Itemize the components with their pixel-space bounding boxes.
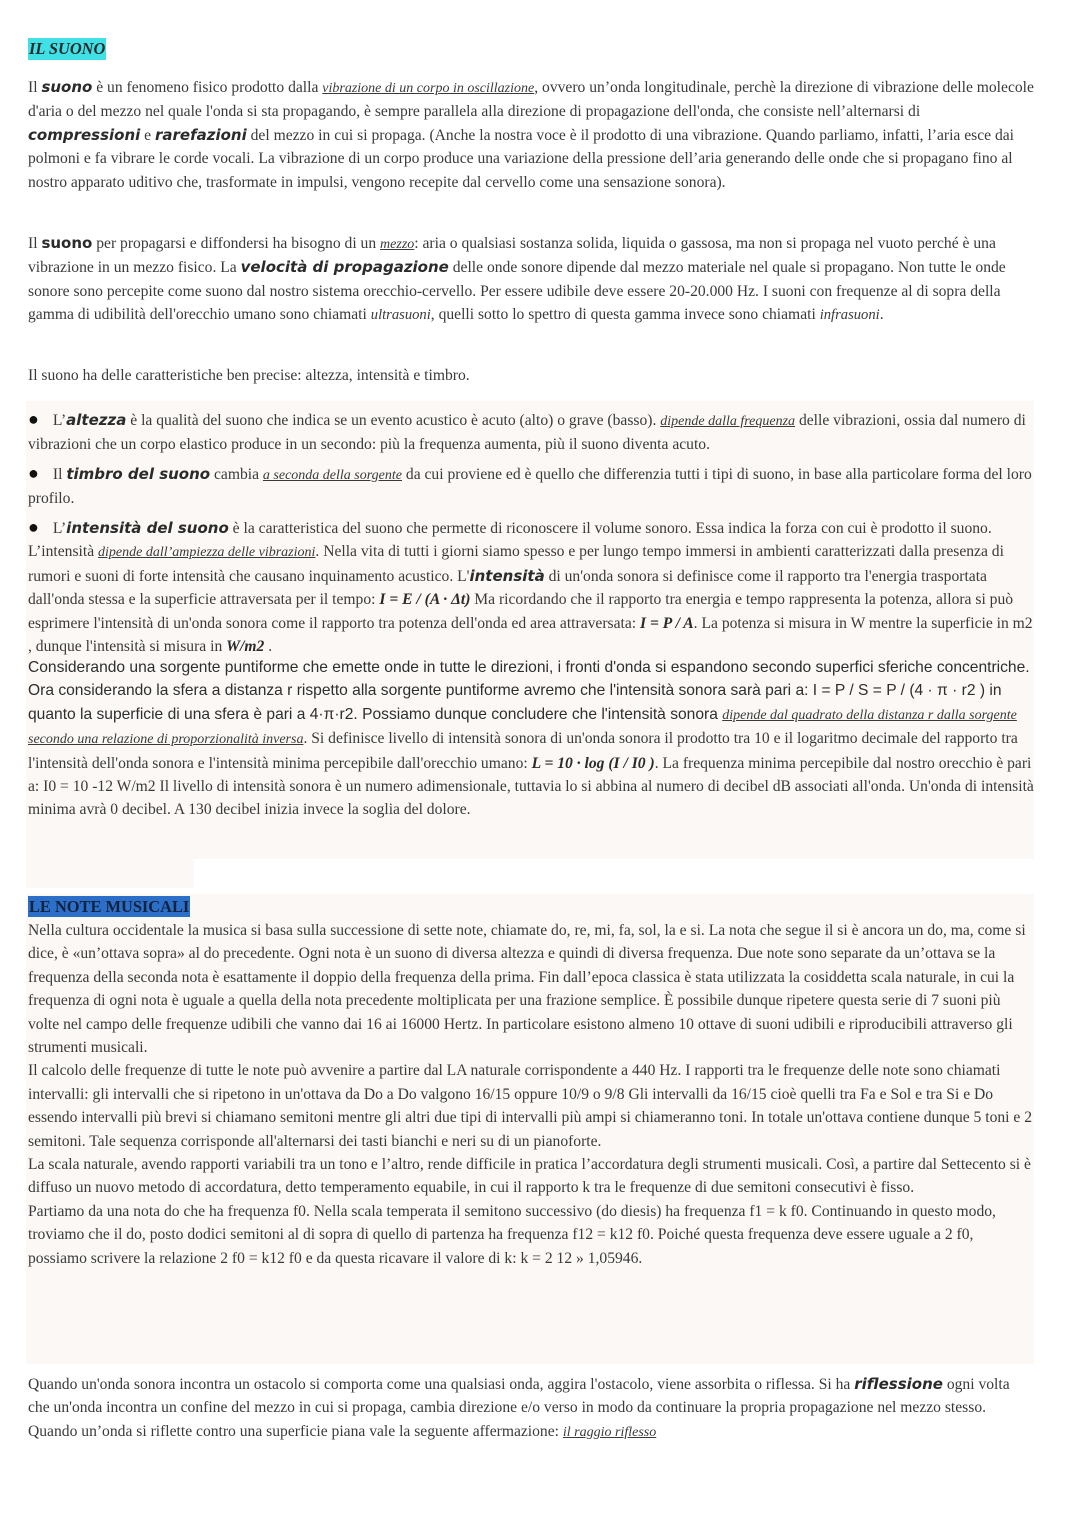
keyword-intensita: intensità del suono	[66, 519, 229, 537]
formula-intensita-energia: I = E / (A · Δt)	[379, 591, 471, 609]
underlined-phrase: dipende dal quadrato della distanza r dalla sorgente secondo una relazione di proporzionalità inversa	[28, 707, 1017, 748]
italic-infrasuoni: infrasuoni	[819, 307, 880, 324]
text: per propagarsi e diffondersi ha bisogno di un	[92, 235, 381, 252]
text: Il	[52, 466, 67, 483]
text: Ma ricordando che il rapporto tra energia e tempo rappresenta la potenza, allora si può esprimere l'intensità di un'onda sonora come il rapporto tra potenza dell'onda ed area attraversata:	[28, 591, 1014, 632]
paragraph-intervalli: Il calcolo delle frequenze di tutte le note può avvenire a partire dal LA naturale corrispondente a 440 Hz. I rapporti tra le frequenze delle note sono chiamati intervalli: gli intervalli che si ripetono in un'ottava da Do a Do valgono 16/15 oppure 10/9 o 9/8 Gli intervalli da 16/15 cioè quelli tra Fa e Sol e tra Si e Do essendo intervalli più brevi si chiamano semitoni mentre gli altri due tipi di intervalli più ampi si chiameranno toni. In totale un'ottava contiene dunque 5 toni e 2 semitoni. Tale sequenza corrisponde all'alternarsi dei tasti bianchi e neri su di un pianoforte.	[28, 1062, 1033, 1150]
text: da cui proviene ed è quello che differenzia tutti i tipi di suono, in base alla particolare forma del loro profilo.	[28, 466, 1032, 508]
paragraph-scala-naturale: La scala naturale, avendo rapporti variabili tra un tono e l’altro, rende difficile in pratica l’accordatura degli strumenti musicali. Così, a partire dal Settecento si è diffuso un nuovo metodo di accordatura, detto temperamento equabile, in cui il rapporto k tra le frequenze di due semitoni consecutivi è fisso.	[28, 1156, 1031, 1197]
tint-gap	[26, 858, 194, 888]
keyword-rarefazioni: rarefazioni	[154, 125, 247, 144]
text: è un fenomeno fisico prodotto dalla	[92, 79, 323, 96]
text: Quando un'onda sonora incontra un ostacolo si comporta come una qualsiasi onda, aggira l'ostacolo, viene assorbita o riflessa. Si ha	[28, 1376, 855, 1393]
text: Considerando una sorgente puntiforme che emette onde in tutte le direzioni, i fronti d'onda si espandono secondo superfici sferiche concentriche. Ora considerando la sfera a distanza r rispetto alla sorgente puntiforme avremo che l'intensità sonora sarà pari a: I = P / S = P / (4 · π · r2 ) in quanto la superficie di una sfera è pari a 4·π·r2. Possiamo dunque concludere che l'intensità sonora	[28, 659, 1030, 723]
underlined-phrase: vibrazione di un corpo in oscillazione	[322, 81, 535, 96]
text: , ovvero un’onda longitudinale, perchè la direzione di vibrazione delle molecole d'aria o del mezzo nel quale l'onda si sta propagando, è sempre parallela alla direzione di propagazione dell'onda, che consiste nell’alternarsi di	[28, 79, 1034, 121]
text: . La potenza si misura in W mentre la superficie in m2 , dunque l'intensità si misura in	[28, 614, 1033, 656]
paragraph-riflessione	[28, 1373, 1034, 1444]
text: delle onde sonore dipende dal mezzo materiale nel quale si propagano. Non tutte le onde sonore sono percepite come suono dal nostro sistema orecchio-cervello. Per essere udibile deve essere 20-20.000 Hz. I suoni con frequenze al di sopra della gamma di udibilità dell'orecchio umano sono chiamati	[28, 259, 1006, 324]
text: L’	[52, 520, 67, 537]
section-title-il-suono: IL SUONO	[29, 39, 106, 58]
bullet-altezza	[28, 408, 1034, 457]
text: è la caratteristica del suono che permette di riconoscere il volume sonoro. Essa indica la forza con cui è prodotto il suono. L’intensità	[28, 520, 992, 561]
keyword-altezza: altezza	[66, 411, 127, 429]
keyword-velocita: velocità di propagazione	[240, 258, 449, 277]
underlined-phrase: dipende dall’ampiezza delle vibrazioni	[98, 545, 316, 561]
text: , quelli sotto lo spettro di questa gamma invece sono chiamati	[430, 306, 820, 324]
italic-ultrasuoni: ultrasuoni	[370, 307, 431, 324]
bullet-intensita	[28, 516, 1034, 658]
text: delle vibrazioni, ossia dal numero di vibrazioni che un corpo elastico produce in un secondo: più la frequenza aumenta, più il suono diventa acuto.	[28, 412, 1026, 454]
text: . Si definisce livello di intensità sonora di un'onda sonora il prodotto tra 10 e il logaritmo decimale del rapporto tra l'intensità dell'onda sonora e l'intensità minima percepibile dall'orecchio umano:	[28, 730, 1018, 772]
formula-livello-intensita: L = 10 · log (I / I0 )	[531, 754, 655, 772]
text: del mezzo in cui si propaga. (Anche la nostra voce è il prodotto di una vibrazione. Quando parliamo, infatti, l’aria esce dai polmoni e fa vibrare le corde vocali. La vibrazione di un corpo produce una variazione della pressione dell’aria generando delle onde che si propagano fino al nostro apparato uditivo che, trasformate in impulsi, vengono recepite dal cervello come una sensazione sonora).	[28, 126, 1015, 191]
bullet-timbro	[28, 462, 1034, 511]
text: Il	[28, 79, 42, 96]
text: . La frequenza minima percepibile dal nostro orecchio è pari a: I0 = 10 -12 W/m2 Il livello di intensità sonora è un numero adimensionale, tuttavia lo si abbina al numero di decibel dB associati all'onda. Un'onda di intensità minima avrà 0 decibel. A 130 decibel inizia invece la soglia del dolore.	[28, 754, 1034, 819]
text: Il	[28, 235, 42, 252]
underlined-phrase: dipende dalla frequenza	[660, 414, 796, 429]
keyword-intensita: intensità	[469, 566, 545, 585]
section-note-musicali-body	[28, 919, 1034, 1270]
paragraph-sorgente-puntiforme	[28, 656, 1034, 822]
keyword-riflessione: riflessione	[854, 1375, 943, 1393]
text: è la qualità del suono che indica se un evento acustico è acuto (alto) o grave (basso).	[126, 412, 661, 429]
bullet-icon: ●	[28, 517, 39, 537]
text: : aria o qualsiasi sostanza solida, liquida o gassosa, ma non si propaga nel vuoto perché è una vibrazione in un mezzo fisico. La	[28, 235, 996, 277]
underlined-mezzo: mezzo	[380, 237, 415, 252]
paragraph-propagazione	[28, 232, 1034, 328]
text: L’	[52, 412, 67, 429]
keyword-timbro: timbro del suono	[66, 465, 211, 483]
paragraph-definizione	[28, 76, 1034, 194]
paragraph-caratteristiche: Il suono ha delle caratteristiche ben precise: altezza, intensità e timbro.	[28, 367, 470, 384]
bullet-icon: ●	[28, 409, 39, 429]
keyword-compressioni: compressioni	[28, 125, 141, 144]
keyword-suono: suono	[41, 234, 93, 252]
bullet-icon: ●	[28, 463, 39, 483]
unit-w-m2: W/m2	[226, 638, 269, 656]
text: .	[268, 638, 273, 656]
text: di un'onda sonora si definisce come il rapporto tra l'energia trasportata dall'onda stessa e la superficie attraversata per il tempo:	[28, 567, 987, 609]
underlined-phrase: il raggio riflesso	[562, 1424, 657, 1440]
formula-intensita-potenza: I = P / A	[640, 614, 694, 632]
text: ogni volta che un'onda incontra un confine del mezzo in cui si propaga, cambia direzione e/o verso in modo da continuare la propria propagazione nel mezzo stesso. Quando un’onda si riflette contro una superficie piana vale la seguente affermazione:	[28, 1376, 1010, 1440]
section-title-note-musicali: LE NOTE MUSICALI	[29, 897, 190, 916]
underlined-phrase: a seconda della sorgente	[262, 468, 402, 483]
paragraph-scala-temperata: Partiamo da una nota do che ha frequenza f0. Nella scala temperata il semitono successivo (do diesis) ha frequenza f1 = k f0. Continuando in questo modo, troviamo che il do, posto dodici semitoni al di sopra di quello di partenza ha frequenza f12 = k12 f0. Poiché questa frequenza deve essere uguale a 2 f0, possiamo scrivere la relazione 2 f0 = k12 f0 e da questa ricavare il valore di k: k = 2 12 » 1,05946.	[28, 1202, 996, 1267]
text: . Nella vita di tutti i giorni siamo spesso e per lungo tempo immersi in ambienti caratterizzati dalla presenza di rumori e suoni di forte intensità che causano inquinamento acustico. L'	[28, 543, 1004, 585]
text: cambia	[210, 466, 263, 483]
keyword-suono: suono	[41, 78, 93, 96]
text: .	[879, 306, 884, 324]
text: e	[140, 126, 155, 144]
paragraph-note: Nella cultura occidentale la musica si basa sulla successione di sette note, chiamate do, re, mi, fa, sol, la e si. La nota che segue il si è ancora un do, ma, come si dice, è «un’ottava sopra» al do precedente. Ogni nota è un suono di diversa altezza e quindi di diversa frequenza. Due note sono separate da un’ottava se la frequenza della seconda nota è esattamente il doppio della frequenza della prima. Fin dall’epoca classica è stata utilizzata la cosiddetta scala naturale, in cui la frequenza di ogni nota è uguale a quella della nota precedente moltiplicata per una frazione semplice. È possibile dunque ripetere questa serie di 7 suoni più volte nel campo delle frequenze udibili che vanno dai 16 ai 16000 Hertz. In particolare esistono almeno 10 ottave di suoni udibili e riproducibili attraverso gli strumenti musicali.	[28, 922, 1026, 1057]
